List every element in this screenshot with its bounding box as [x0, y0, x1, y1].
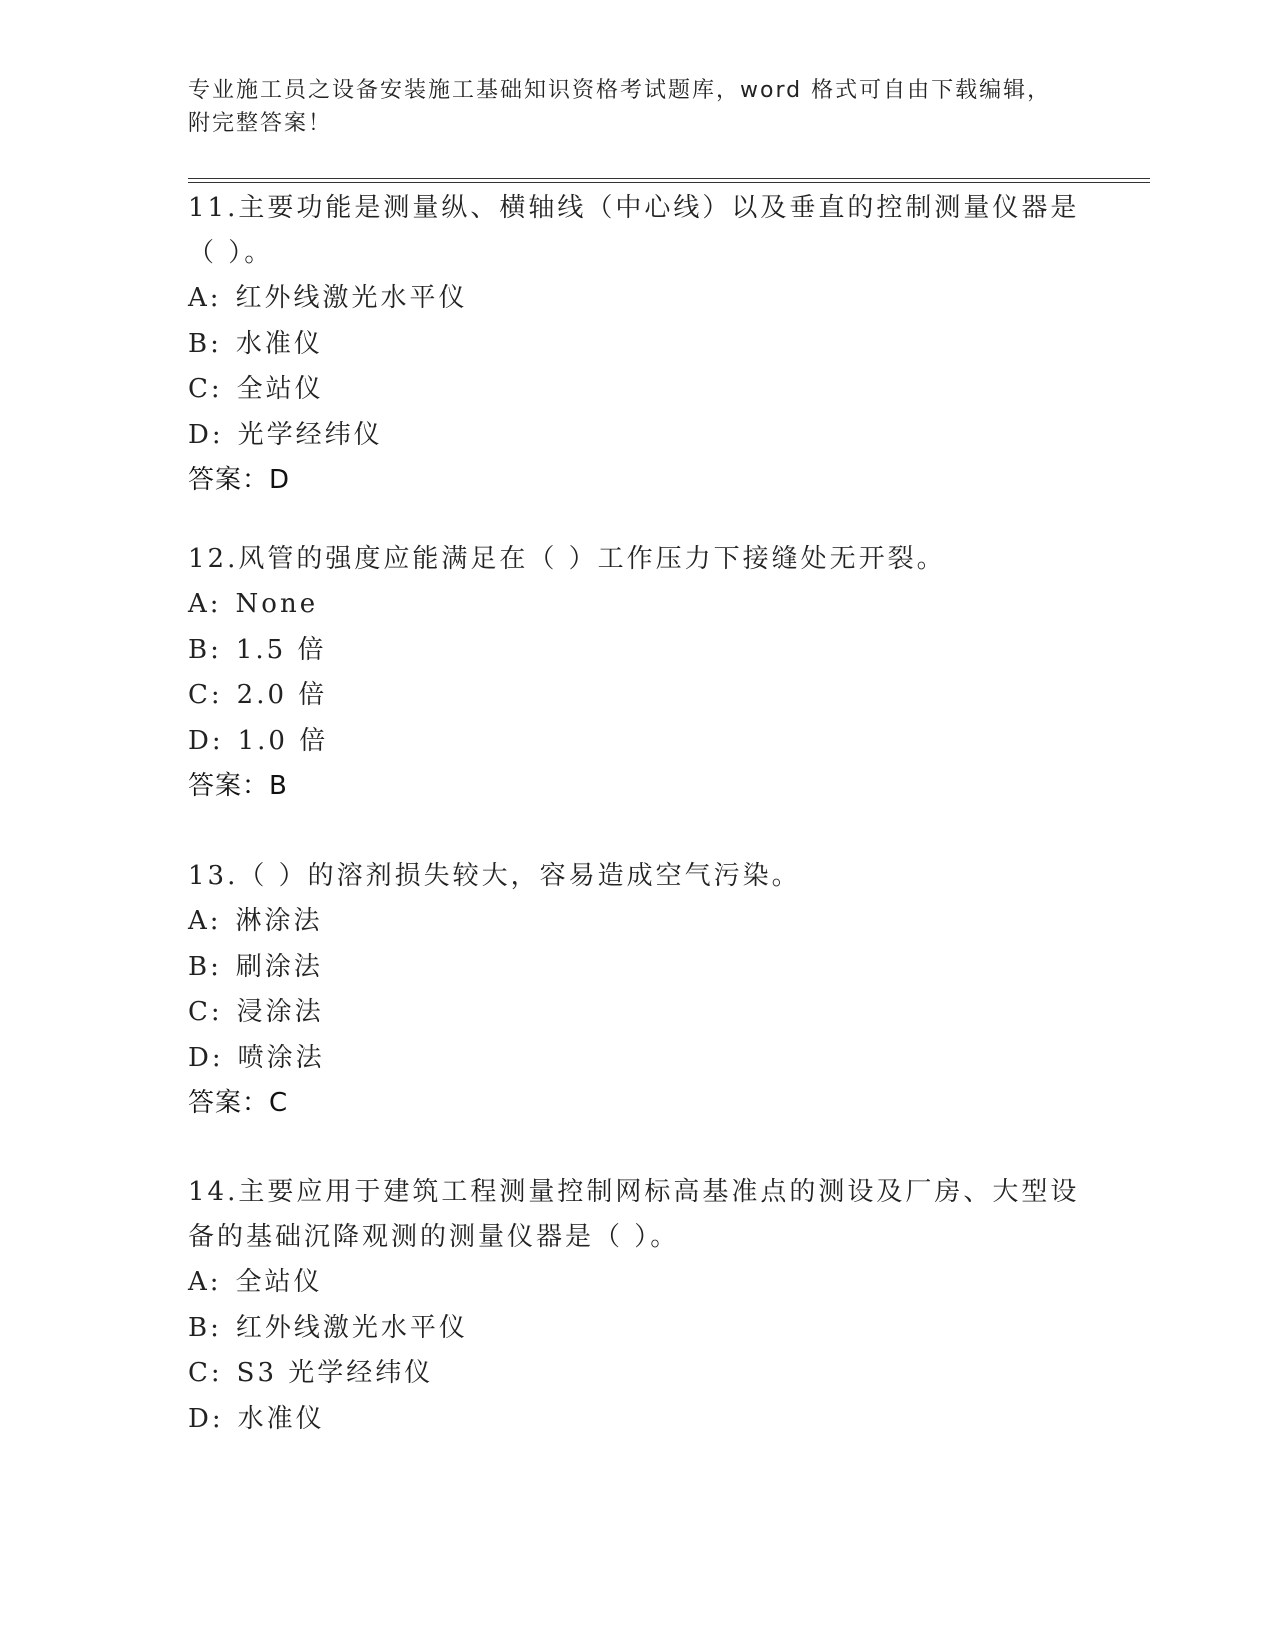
question-title-line: 14.主要应用于建筑工程测量控制网标高基准点的测设及厂房、大型设: [188, 1177, 1080, 1207]
option-d: [188, 1397, 1088, 1443]
option-text: 水准仪: [237, 1403, 325, 1434]
option-c: [188, 1351, 1088, 1397]
question-14: [188, 1170, 1088, 1442]
option-letter: D:: [188, 1042, 224, 1073]
option-letter: C:: [188, 997, 223, 1027]
option-b: [188, 945, 1088, 991]
option-letter: D:: [188, 419, 224, 450]
answer-label: 答案：C: [188, 1088, 289, 1118]
option-b: [188, 628, 1088, 674]
answer-label: 答案：B: [188, 771, 288, 801]
option-b: [188, 1306, 1088, 1352]
question-title-line: 12.风管的强度应能满足在（ ）工作压力下接缝处无开裂。: [188, 544, 946, 574]
option-letter: A:: [188, 589, 222, 619]
option-text: 1.0 倍: [237, 725, 329, 756]
option-letter: A:: [188, 906, 222, 936]
option-letter: D:: [188, 1403, 224, 1434]
question-11: [188, 186, 1088, 503]
option-text: 红外线激光水平仪: [235, 283, 468, 313]
option-text: 喷涂法: [237, 1042, 325, 1073]
option-letter: A:: [188, 1267, 222, 1297]
option-text: None: [235, 589, 319, 619]
option-a: [188, 899, 1088, 945]
option-d: [188, 719, 1088, 765]
option-letter: D:: [188, 725, 224, 756]
option-letter: A:: [188, 283, 222, 313]
question-title-line: 11.主要功能是测量纵、横轴线（中心线）以及垂直的控制测量仪器是: [188, 193, 1080, 223]
option-text: 红外线激光水平仪: [235, 1312, 468, 1343]
option-letter: C:: [188, 680, 223, 710]
option-text: 光学经纬仪: [237, 419, 383, 450]
option-text: 1.5 倍: [235, 634, 327, 665]
question-12: [188, 537, 1088, 809]
option-letter: B:: [188, 328, 222, 359]
question-13: [188, 854, 1088, 1126]
option-b: [188, 322, 1088, 368]
option-c: [188, 367, 1088, 413]
option-c: [188, 990, 1088, 1036]
question-title-line: （ ）。: [188, 238, 274, 268]
option-a: [188, 1260, 1088, 1306]
option-d: [188, 413, 1088, 459]
header-line-2: 附完整答案！: [188, 111, 333, 136]
option-text: 浸涂法: [236, 997, 324, 1027]
option-letter: C:: [188, 374, 223, 404]
header-divider-top: [188, 178, 1150, 179]
document-header: [188, 74, 1088, 140]
option-a: [188, 582, 1088, 628]
option-letter: B:: [188, 1312, 222, 1343]
option-text: 2.0 倍: [236, 680, 328, 710]
option-text: S3 光学经纬仪: [236, 1358, 434, 1388]
option-letter: B:: [188, 951, 222, 982]
option-a: [188, 276, 1088, 322]
question-title-line: 13.（ ）的溶剂损失较大，容易造成空气污染。: [188, 861, 801, 891]
option-text: 水准仪: [235, 328, 323, 359]
option-letter: B:: [188, 634, 222, 665]
header-divider-bottom: [188, 182, 1150, 183]
option-text: 刷涂法: [235, 951, 323, 982]
question-title-line: 备的基础沉降观测的测量仪器是（ ）。: [188, 1222, 680, 1252]
option-text: 全站仪: [235, 1267, 323, 1297]
option-letter: C:: [188, 1358, 223, 1388]
option-d: [188, 1036, 1088, 1082]
option-text: 淋涂法: [235, 906, 323, 936]
header-line-1: 专业施工员之设备安装施工基础知识资格考试题库，word 格式可自由下载编辑，: [188, 78, 1052, 103]
option-c: [188, 673, 1088, 719]
option-text: 全站仪: [236, 374, 324, 404]
answer-label: 答案：D: [188, 465, 291, 495]
